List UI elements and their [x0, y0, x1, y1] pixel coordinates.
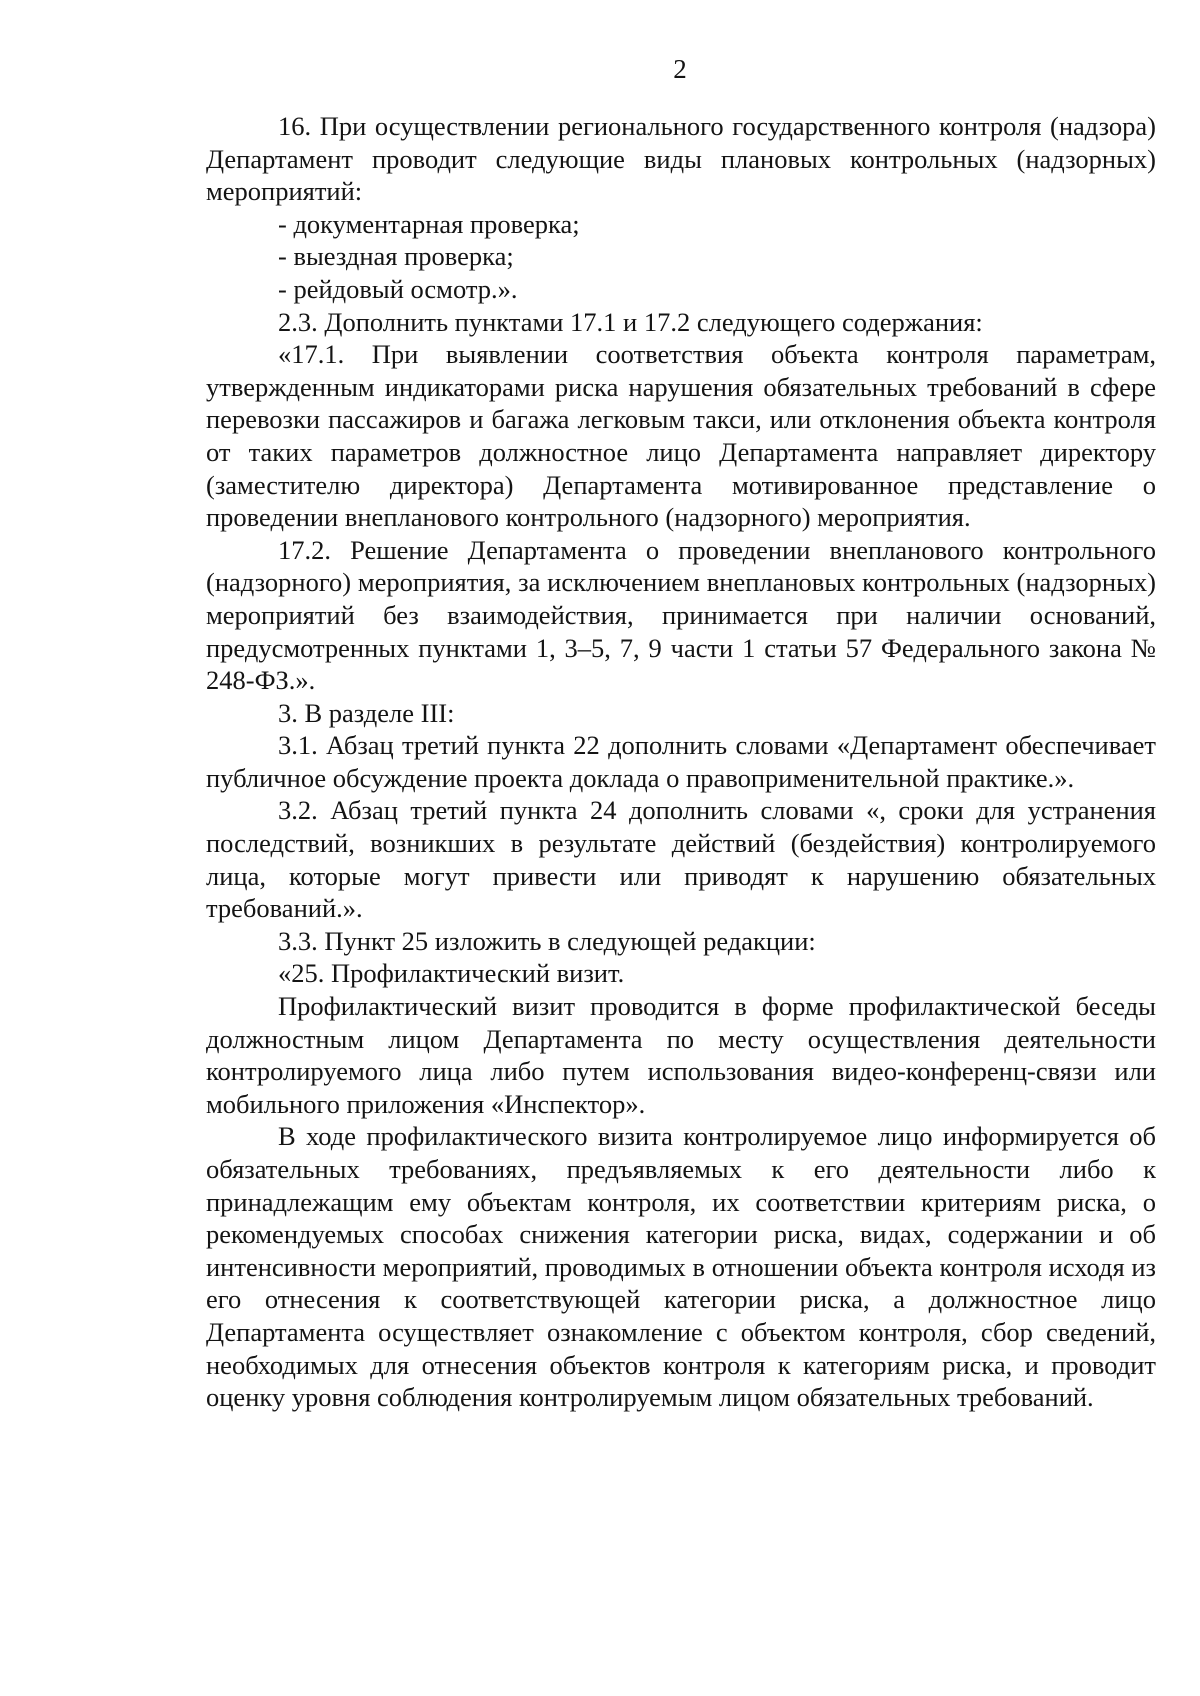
paragraph-3-3: 3.3. Пункт 25 изложить в следующей редакции:: [278, 925, 816, 956]
paragraph-17-2: 17.2. Решение Департамента о проведении внепланового контрольного (надзорного) мероприятия, за исключением внеплановых контрольных (надзорных) мероприятий без взаимодействия, принимается при наличии оснований, предусмотренных пунктами 1, 3–5, 7, 9 части 1 статьи 57 Федерального закона № 248-ФЗ.».: [206, 534, 1156, 696]
paragraph-17-1: «17.1. При выявлении соответствия объекта контроля параметрам, утвержденным индикаторами риска нарушения обязательных требований в сфере перевозки пассажиров и багажа легковым такси, или отклонения объекта контроля от таких параметров должностное лицо Департамента направляет директору (заместителю директора) Департамента мотивированное представление о проведении внепланового контрольного (надзорного) мероприятия.: [206, 339, 1156, 533]
paragraph-3-2: 3.2. Абзац третий пункта 24 дополнить словами «, сроки для устранения последствий, возникших в результате действий (бездействия) контролируемого лица, которые могут привести или приводят к нарушению обязательных требований.».: [206, 795, 1156, 924]
document-body: [206, 110, 1156, 1414]
list-item-raid-inspection: - рейдовый осмотр.».: [278, 273, 518, 304]
list-item-field-check: - выездная проверка;: [278, 241, 514, 272]
paragraph-3-1: 3.1. Абзац третий пункта 22 дополнить словами «Департамент обеспечивает публичное обсуждение проекта доклада о правоприменительной практике.».: [206, 730, 1156, 793]
paragraph-2-3: 2.3. Дополнить пунктами 17.1 и 17.2 следующего содержания:: [278, 306, 983, 337]
list-item-documentary-check: - документарная проверка;: [278, 208, 580, 239]
page-number: 2: [673, 54, 687, 84]
paragraph-item-16: 16. При осуществлении регионального государственного контроля (надзора) Департамент проводит следующие виды плановых контрольных (надзорных) мероприятий:: [206, 111, 1156, 207]
paragraph-section-3: 3. В разделе III:: [278, 697, 455, 728]
paragraph-item-25-heading: «25. Профилактический визит.: [278, 958, 625, 989]
paragraph-visit-content: В ходе профилактического визита контролируемое лицо информируется об обязательных требованиях, предъявляемых к его деятельности либо к принадлежащим ему объектам контроля, их соответствии критериям риска, о рекомендуемых способах снижения категории риска, видах, содержании и об интенсивности мероприятий, проводимых в отношении объекта контроля исходя из его отнесения к соответствующей категории риска, а должностное лицо Департамента осуществляет ознакомление с объектом контроля, сбор сведений, необходимых для отнесения объектов контроля к категориям риска, и проводит оценку уровня соблюдения контролируемым лицом обязательных требований.: [206, 1121, 1156, 1413]
paragraph-visit-form: Профилактический визит проводится в форме профилактической беседы должностным лицом Департамента по месту осуществления деятельности контролируемого лица либо путем использования видео-конференц-связи или мобильного приложения «Инспектор».: [206, 991, 1156, 1119]
